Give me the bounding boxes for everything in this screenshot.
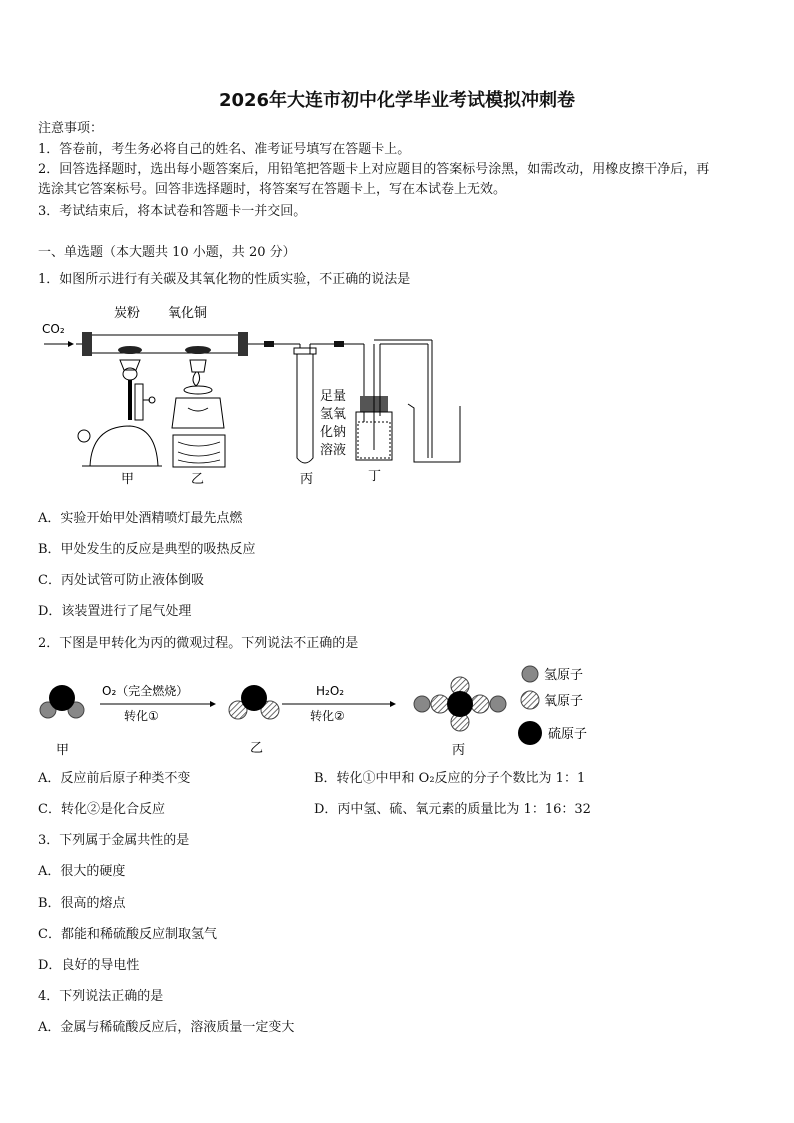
q1-stem: 1．如图所示进行有关碳及其氧化物的性质实验，不正确的说法是 <box>38 272 411 287</box>
q1-apparatus-figure <box>38 300 478 490</box>
yi-label: 乙 <box>191 472 205 487</box>
legend-hydrogen: 氢原子 <box>544 668 584 683</box>
q2-option-a[interactable]: A．反应前后原子种类不变 <box>38 771 191 786</box>
jia-label: 甲 <box>121 472 135 487</box>
q3-option-b[interactable]: B．很高的熔点 <box>38 896 126 911</box>
q3-option-a[interactable]: A．很大的硬度 <box>38 864 126 879</box>
legend-oxygen: 氧原子 <box>544 694 584 709</box>
legend-sulfur: 硫原子 <box>548 727 588 742</box>
notice-item-2: 2．回答选择题时，选出每小题答案后，用铅笔把答题卡上对应题目的答案标号涂黑，如需改动，用橡皮擦干净后，再 <box>38 162 710 177</box>
q1-option-c[interactable]: C．丙处试管可防止液体倒吸 <box>38 573 204 588</box>
page-title: 2026年大连市初中化学毕业考试模拟冲刺卷 <box>218 90 576 111</box>
q3-option-d[interactable]: D．良好的导电性 <box>38 958 140 973</box>
h2o2-label: H₂O₂ <box>316 684 345 698</box>
q1-option-a[interactable]: A．实验开始甲处酒精喷灯最先点燃 <box>38 511 243 526</box>
ding-label: 丁 <box>368 469 382 484</box>
q3-stem: 3．下列属于金属共性的是 <box>38 833 190 848</box>
q1-option-b[interactable]: B．甲处发生的反应是典型的吸热反应 <box>38 542 256 557</box>
bing-label: 丙 <box>300 472 314 487</box>
cuo-label: 氧化铜 <box>168 306 208 321</box>
notice-heading: 注意事项： <box>38 121 104 136</box>
co2-label: CO₂ <box>42 322 65 336</box>
notice-item-2-cont: 选涂其它答案标号。回答非选择题时，将答案写在答题卡上，写在本试卷上无效。 <box>38 182 507 197</box>
section-heading: 一、单选题（本大题共 10 小题，共 20 分） <box>38 245 296 260</box>
q3-option-c[interactable]: C．都能和稀硫酸反应制取氢气 <box>38 927 217 942</box>
q2-stem: 2．下图是甲转化为丙的微观过程。下列说法不正确的是 <box>38 636 359 651</box>
q2-micro-process-figure <box>30 662 610 762</box>
naoh-label-1: 足量 <box>320 389 347 404</box>
q2-legend <box>518 666 587 745</box>
notice-item-3: 3．考试结束后，将本试卷和答题卡一并交回。 <box>38 204 307 219</box>
q2-option-b[interactable]: B．转化①中甲和 O₂反应的分子个数比为 1：1 <box>314 771 586 786</box>
q2-option-c[interactable]: C．转化②是化合反应 <box>38 802 165 817</box>
naoh-label-3: 化钠 <box>320 425 347 440</box>
q4-stem: 4．下列说法正确的是 <box>38 989 164 1004</box>
q2-yi-label: 乙 <box>250 741 264 756</box>
carbon-label: 炭粉 <box>114 306 141 321</box>
notice-item-1: 1．答卷前，考生务必将自己的姓名、准考证号填写在答题卡上。 <box>38 142 411 157</box>
q2-bing-label: 丙 <box>452 743 466 758</box>
q2-jia-label: 甲 <box>56 743 70 758</box>
q1-option-d[interactable]: D．该装置进行了尾气处理 <box>38 604 192 619</box>
naoh-label-2: 氢氧 <box>320 407 347 422</box>
conv2-label: 转化② <box>310 709 345 723</box>
o2-condition: O₂（完全燃烧） <box>102 684 189 698</box>
conv1-label: 转化① <box>124 709 159 723</box>
q4-option-a[interactable]: A．金属与稀硫酸反应后，溶液质量一定变大 <box>38 1020 295 1035</box>
q2-option-d[interactable]: D．丙中氢、硫、氧元素的质量比为 1：16：32 <box>314 802 591 817</box>
naoh-label-4: 溶液 <box>320 443 347 458</box>
